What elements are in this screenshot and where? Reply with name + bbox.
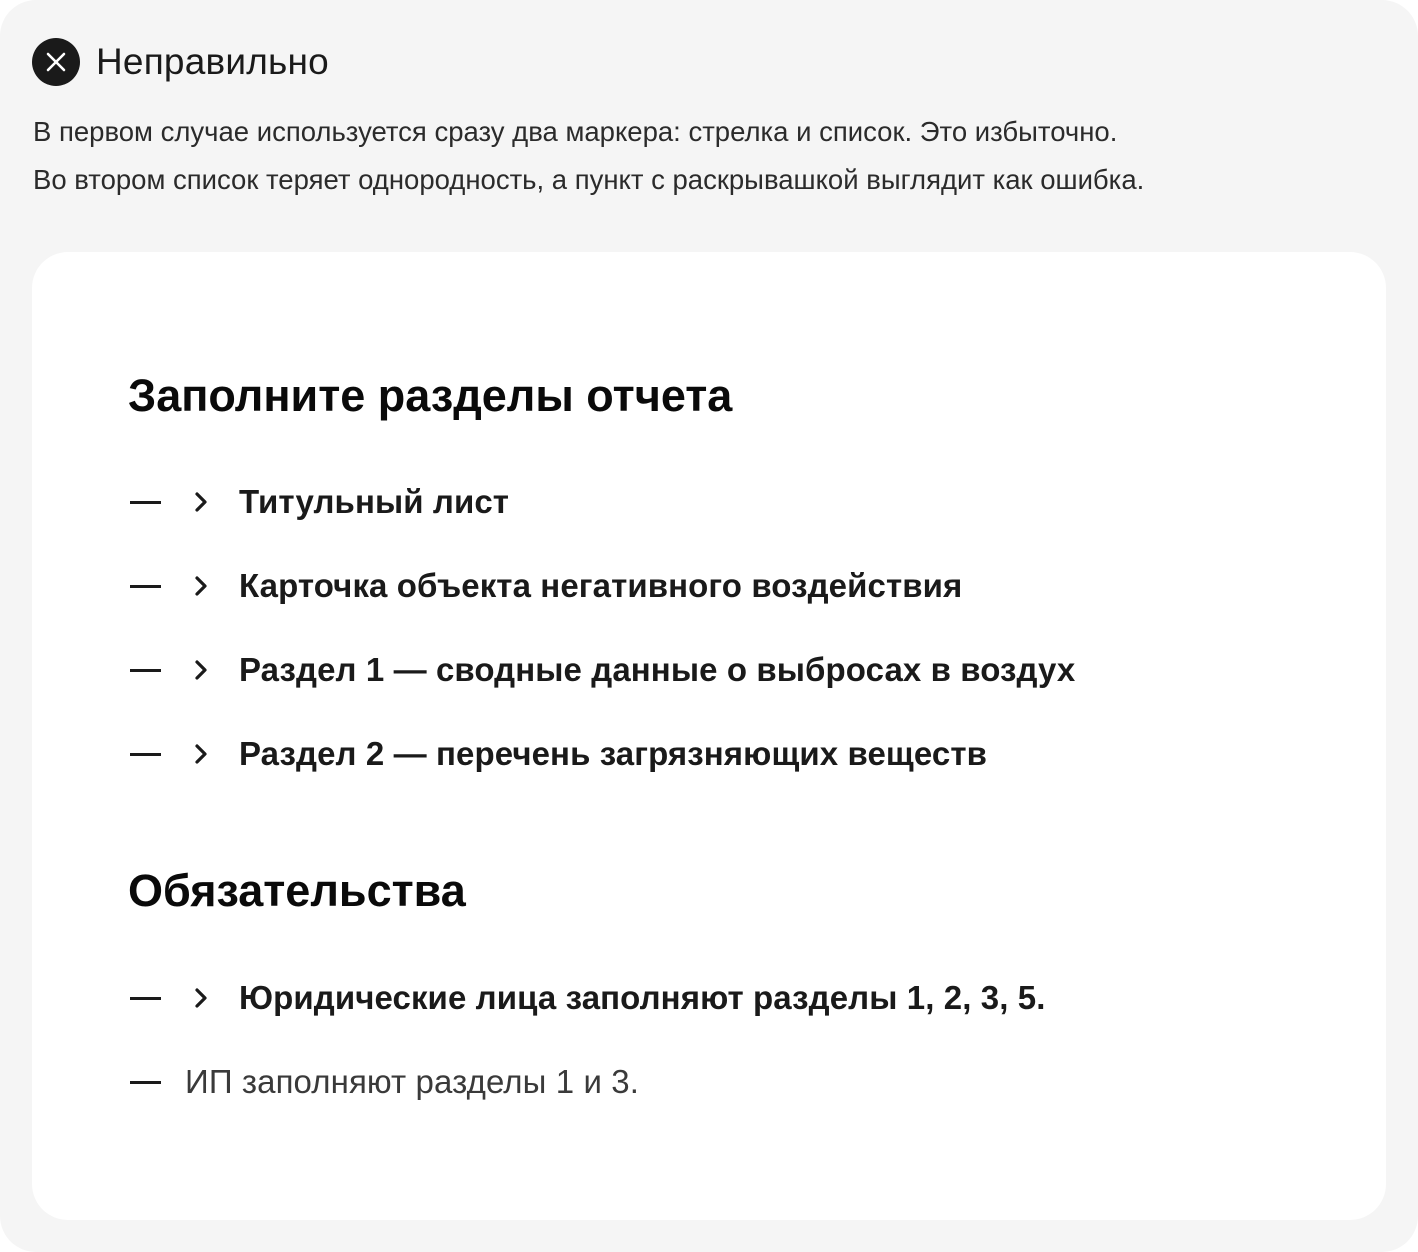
list-item[interactable] bbox=[130, 732, 987, 776]
example-card bbox=[32, 252, 1386, 1220]
dash-marker bbox=[130, 997, 161, 1000]
close-icon bbox=[32, 38, 80, 86]
list-item[interactable] bbox=[130, 564, 962, 608]
chevron-right-icon bbox=[191, 984, 211, 1012]
section-title-report: Заполните разделы отчета bbox=[128, 370, 733, 421]
list-item[interactable] bbox=[130, 648, 1075, 692]
dash-marker bbox=[130, 669, 161, 672]
chevron-right-icon bbox=[191, 656, 211, 684]
list-item-label: Раздел 2 — перечень загрязняющих веществ bbox=[239, 735, 987, 772]
list-item[interactable] bbox=[130, 976, 1045, 1020]
dash-marker bbox=[130, 753, 161, 756]
chevron-right-icon bbox=[191, 740, 211, 768]
list-item-label: ИП заполняют разделы 1 и 3. bbox=[185, 1063, 639, 1100]
list-item bbox=[130, 1060, 639, 1104]
status-header bbox=[32, 38, 329, 86]
description-line-2: Во втором список теряет однородность, а пункт с раскрывашкой выглядит как ошибка. bbox=[33, 164, 1145, 195]
dash-marker bbox=[130, 1081, 161, 1084]
dash-marker bbox=[130, 501, 161, 504]
chevron-right-icon bbox=[191, 488, 211, 516]
section-title-obligations: Обязательства bbox=[128, 865, 466, 916]
list-item[interactable] bbox=[130, 480, 509, 524]
description-line-1: В первом случае используется сразу два маркера: стрелка и список. Это избыточно. bbox=[33, 116, 1118, 147]
description bbox=[33, 108, 1393, 204]
list-item-label: Карточка объекта негативного воздействия bbox=[239, 567, 963, 604]
status-title: Неправильно bbox=[96, 41, 329, 82]
list-item-label: Титульный лист bbox=[239, 483, 510, 520]
list-item-label: Юридические лица заполняют разделы 1, 2, 3, 5. bbox=[239, 979, 1046, 1016]
list-item-label: Раздел 1 — сводные данные о выбросах в воздух bbox=[239, 651, 1076, 688]
dash-marker bbox=[130, 585, 161, 588]
chevron-right-icon bbox=[191, 572, 211, 600]
